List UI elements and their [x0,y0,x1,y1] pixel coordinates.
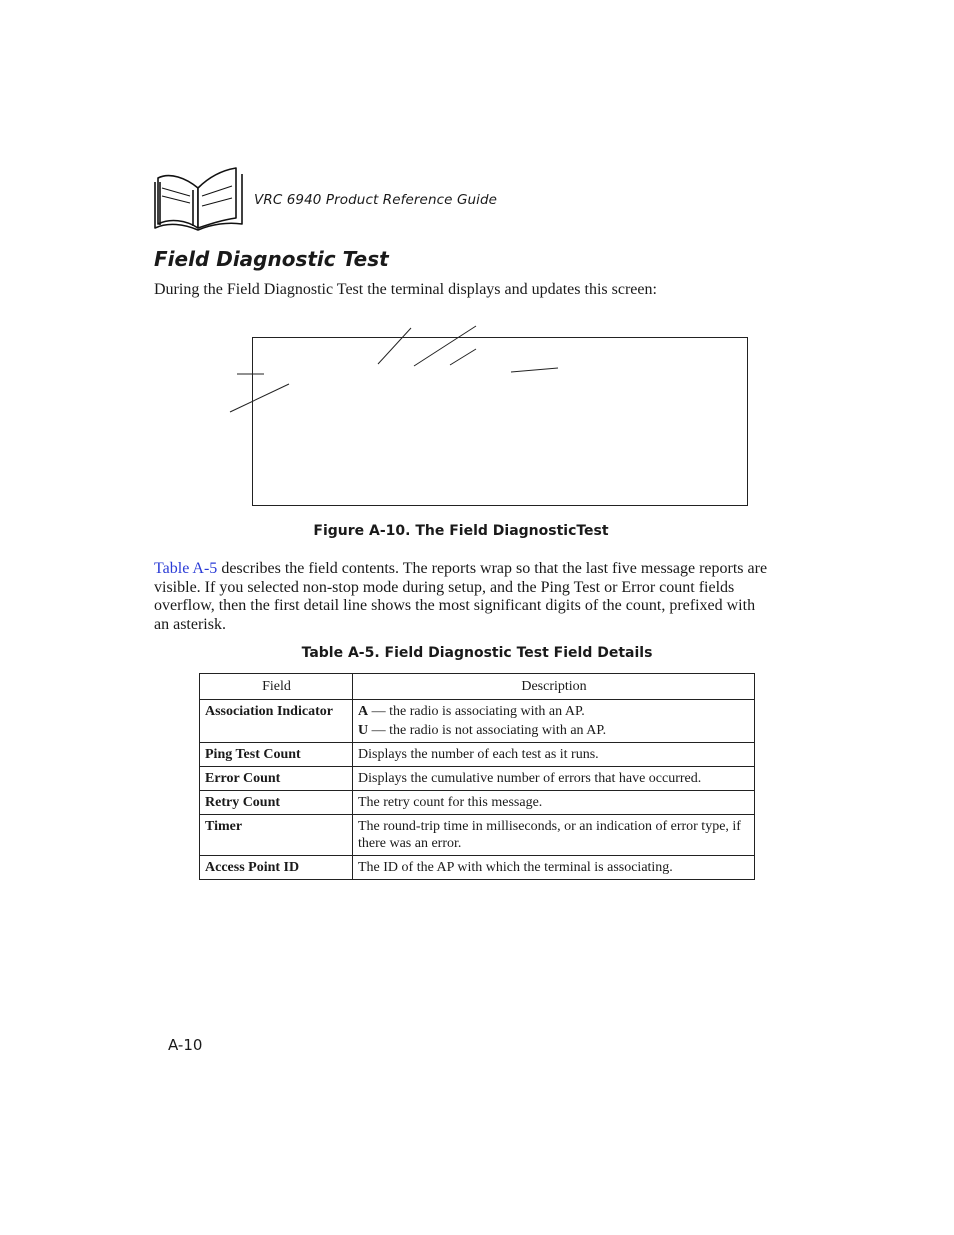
table-header-row [200,674,755,700]
terminal-screen-box [253,338,748,506]
callout-line [378,328,411,364]
description-line [358,722,750,739]
figure-caption: Figure A-10. The Field DiagnosticTest [313,523,609,539]
field-name-cell: Access Point ID [200,856,353,880]
status-code: U [358,723,369,738]
table-row [200,856,755,880]
section-heading: Field Diagnostic Test [154,247,389,271]
terminal-screen-figure [228,322,752,510]
description-text: The round-trip time in milliseconds, or an indication of error type, if there was an error. [358,819,741,851]
description-text: — the radio is not associating with an AP. [368,723,607,738]
book-icon [152,166,246,232]
description-text: — the radio is associating with an AP. [368,704,585,719]
field-name-cell: Ping Test Count [200,743,353,767]
table-row [200,815,755,856]
body-paragraph [154,560,774,634]
callout-line [450,349,476,365]
description-cell [353,791,755,815]
column-header-field: Field [200,674,353,700]
description-line [358,818,750,852]
description-cell [353,743,755,767]
table-row [200,767,755,791]
table-row [200,791,755,815]
field-name-cell: Timer [200,815,353,856]
field-name-cell: Error Count [200,767,353,791]
description-line [358,746,750,763]
description-cell [353,856,755,880]
table-row [200,743,755,767]
description-line [358,859,750,876]
description-cell [353,767,755,791]
running-header-title: VRC 6940 Product Reference Guide [254,192,498,208]
callout-line [414,326,476,366]
description-cell [353,815,755,856]
table-caption: Table A-5. Field Diagnostic Test Field Details [301,645,653,661]
description-text: Displays the number of each test as it runs. [358,747,599,762]
table-a5-link[interactable]: Table A-5 [154,560,218,577]
description-text: Displays the cumulative number of errors that have occurred. [358,771,702,786]
intro-paragraph: During the Field Diagnostic Test the terminal displays and updates this screen: [154,281,657,298]
field-name-cell: Association Indicator [200,700,353,743]
description-cell [353,700,755,743]
callout-line [230,384,289,412]
page-number: A-10 [168,1036,203,1054]
field-name-cell: Retry Count [200,791,353,815]
description-text: The ID of the AP with which the terminal is associating. [358,860,673,875]
body-paragraph-text: describes the field contents. The reports wrap so that the last five message reports are visible. If you selected non-stop mode during setup, and the Ping Test or Error count fields overflow, then the first detail line shows the most significant digits of the count, prefixed with an asterisk. [154,560,768,633]
field-details-table [199,673,755,880]
table-row [200,700,755,743]
column-header-description: Description [353,674,755,700]
description-line [358,770,750,787]
description-line [358,703,750,720]
description-text: The retry count for this message. [358,795,543,810]
callout-line [511,368,558,372]
status-code: A [358,704,369,719]
description-line [358,794,750,811]
